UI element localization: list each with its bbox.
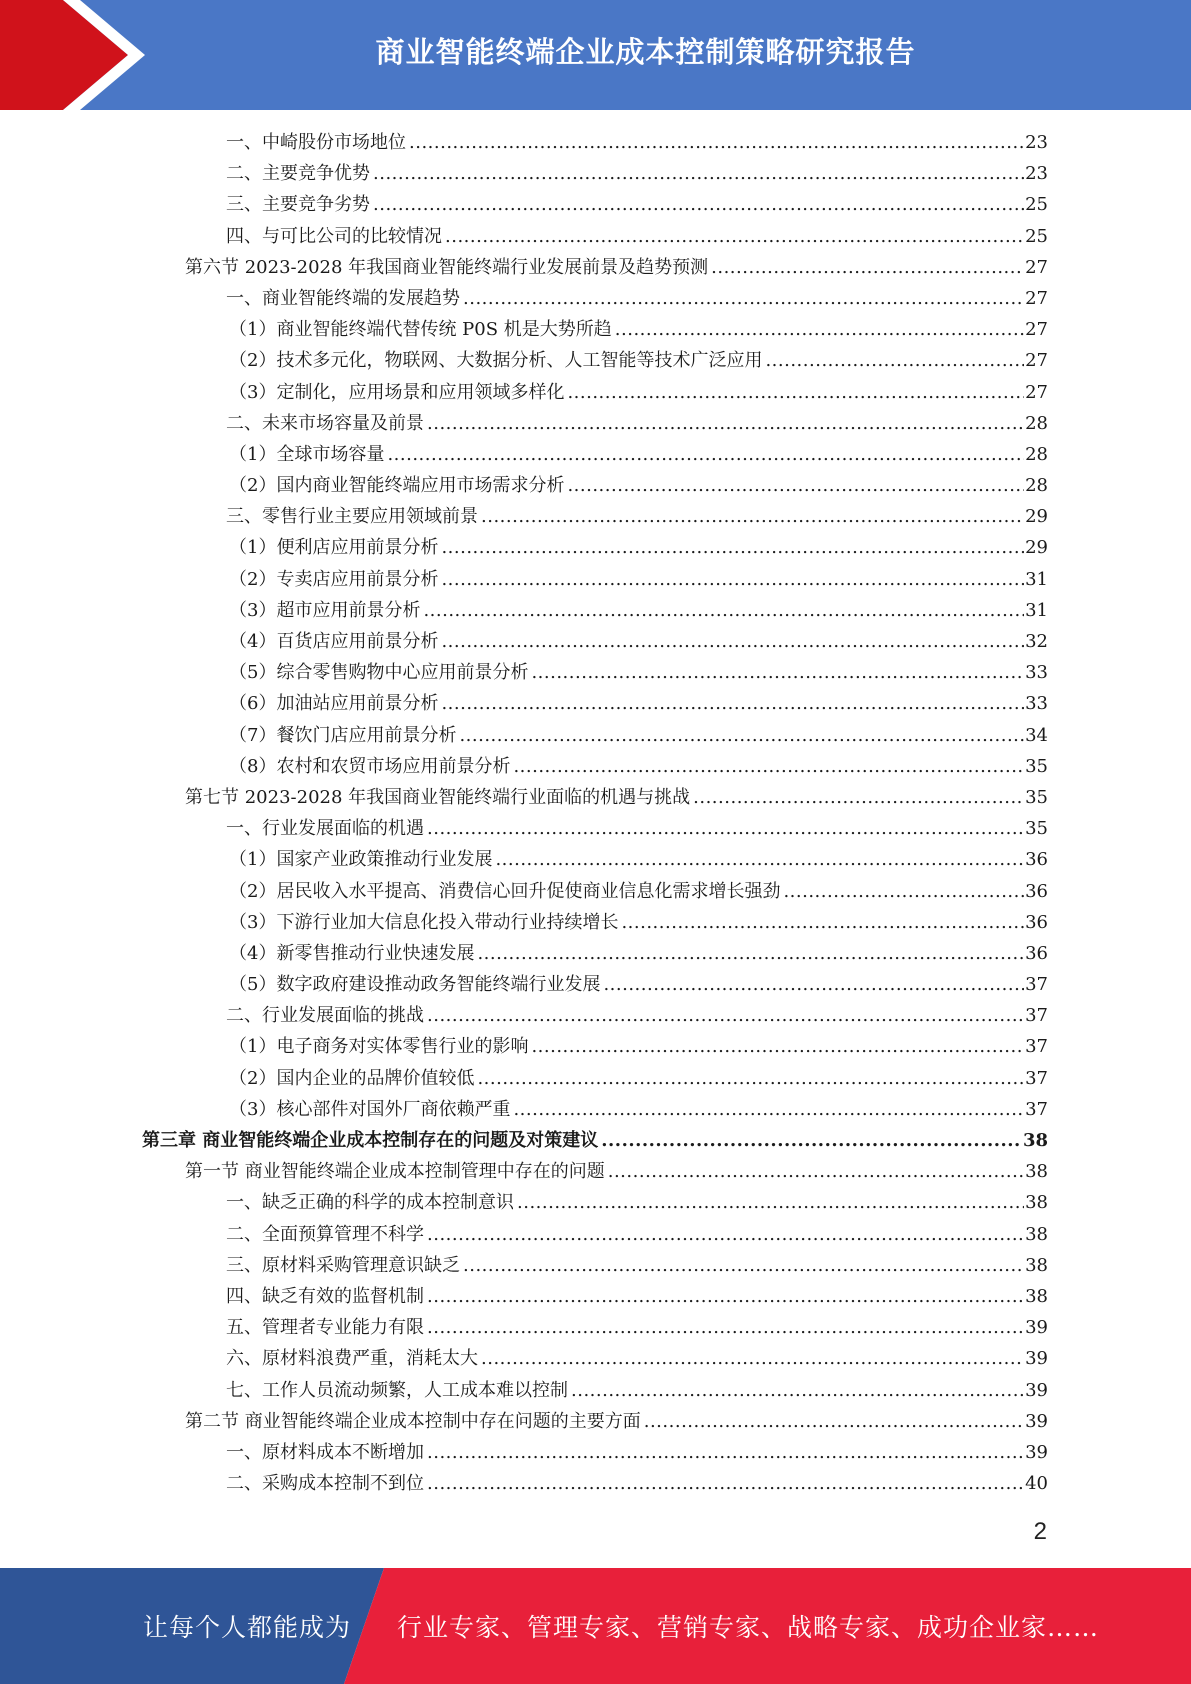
footer-slogan-right: 行业专家、管理专家、营销专家、战略专家、成功企业家……	[397, 1613, 1100, 1642]
toc-entry[interactable]	[229, 657, 1048, 688]
toc-leader-dots	[615, 314, 1024, 345]
toc-entry-page: 38	[1025, 1223, 1048, 1245]
toc-leader-dots	[373, 189, 1024, 220]
toc-entry-title: 三、主要竞争劣势	[226, 194, 370, 216]
toc-leader-dots	[441, 688, 1024, 719]
toc-leader-dots	[477, 938, 1024, 969]
toc-entry[interactable]	[226, 1281, 1048, 1312]
toc-entry-title: 五、管理者专业能力有限	[226, 1317, 424, 1339]
toc-entry-page: 37	[1025, 1098, 1048, 1120]
toc-entry-title: （2）技术多元化，物联网、大数据分析、人工智能等技术广泛应用	[229, 350, 763, 372]
toc-entry-title: 二、主要竞争优势	[226, 163, 370, 185]
toc-entry-title: （2）居民收入水平提高、消费信心回升促使商业信息化需求增长强劲	[229, 880, 781, 902]
toc-leader-dots	[427, 1219, 1024, 1250]
toc-entry[interactable]	[229, 938, 1048, 969]
toc-entry-title: 三、原材料采购管理意识缺乏	[226, 1254, 460, 1276]
toc-entry-title: 一、缺乏正确的科学的成本控制意识	[226, 1192, 514, 1214]
toc-entry-page: 36	[1025, 849, 1048, 871]
toc-leader-dots	[477, 1063, 1024, 1094]
toc-entry-page: 38	[1025, 1161, 1048, 1183]
toc-entry-page: 33	[1025, 662, 1048, 684]
toc-entry[interactable]	[185, 782, 1048, 813]
toc-leader-dots	[495, 844, 1024, 875]
toc-leader-dots	[387, 439, 1024, 470]
toc-entry[interactable]	[229, 1031, 1048, 1062]
page-number: 2	[1033, 1518, 1047, 1545]
toc-entry-page: 23	[1025, 132, 1048, 153]
toc-entry-page: 38	[1025, 1285, 1048, 1307]
toc-entry[interactable]	[229, 564, 1048, 595]
toc-entry-page: 36	[1025, 942, 1048, 964]
toc-leader-dots	[427, 813, 1024, 844]
toc-entry-page: 28	[1025, 475, 1048, 497]
toc-leader-dots	[531, 1031, 1024, 1062]
toc-entry[interactable]	[229, 720, 1048, 751]
toc-entry-page: 39	[1025, 1379, 1048, 1401]
toc-entry-title: （3）下游行业加大信息化投入带动行业持续增长	[229, 911, 619, 933]
toc-leader-dots	[601, 1125, 1022, 1156]
toc-entry-title: （1）商业智能终端代替传统 P0S 机是大势所趋	[229, 319, 612, 341]
toc-entry-page: 28	[1025, 412, 1048, 434]
toc-entry-page: 40	[1025, 1473, 1048, 1495]
toc-entry-title: 二、全面预算管理不科学	[226, 1223, 424, 1245]
toc-entry[interactable]	[226, 1312, 1048, 1343]
toc-entry-title: 二、采购成本控制不到位	[226, 1473, 424, 1495]
toc-entry-title: 第六节 2023-2028 年我国商业智能终端行业发展前景及趋势预测	[185, 256, 709, 278]
toc-leader-dots	[441, 564, 1024, 595]
toc-leader-dots	[481, 1343, 1024, 1374]
toc-entry-title: 三、零售行业主要应用领域前景	[226, 506, 478, 528]
toc-entry-title: （7）餐饮门店应用前景分析	[229, 724, 457, 746]
toc-entry-page: 35	[1025, 755, 1048, 777]
toc-entry-title: （5）综合零售购物中心应用前景分析	[229, 662, 529, 684]
toc-entry-page: 27	[1025, 350, 1048, 372]
toc-entry[interactable]	[226, 127, 1048, 158]
toc-entry-page: 27	[1025, 256, 1048, 278]
toc-entry[interactable]	[229, 532, 1048, 563]
toc-entry-page: 28	[1025, 443, 1048, 465]
toc-entry-title: （8）农村和农贸市场应用前景分析	[229, 755, 511, 777]
toc-leader-dots	[459, 720, 1024, 751]
toc-leader-dots	[441, 532, 1024, 563]
toc-entry[interactable]	[226, 408, 1048, 439]
toc-entry-page: 33	[1025, 693, 1048, 715]
toc-entry[interactable]	[142, 1125, 1048, 1156]
toc-leader-dots	[427, 1312, 1024, 1343]
toc-leader-dots	[644, 1406, 1024, 1437]
toc-leader-dots	[603, 969, 1024, 1000]
toc-leader-dots	[427, 408, 1024, 439]
toc-entry[interactable]	[226, 1375, 1048, 1406]
toc-entry-title: （3）核心部件对国外厂商依赖严重	[229, 1098, 511, 1120]
toc-entry-title: （1）电子商务对实体零售行业的影响	[229, 1036, 529, 1058]
toc-leader-dots	[513, 1094, 1024, 1125]
toc-entry-title: （2）国内企业的品牌价值较低	[229, 1067, 475, 1089]
toc-entry[interactable]	[226, 1000, 1048, 1031]
toc-entry[interactable]	[229, 626, 1048, 657]
toc-leader-dots	[445, 221, 1024, 252]
toc-entry-page: 37	[1025, 1036, 1048, 1058]
toc-entry-page: 39	[1025, 1441, 1048, 1463]
toc-entry[interactable]	[185, 252, 1048, 283]
toc-entry[interactable]	[226, 1219, 1048, 1250]
toc-entry-page: 31	[1025, 599, 1048, 621]
toc-entry[interactable]	[185, 1156, 1048, 1187]
toc-entry-title: 第一节 商业智能终端企业成本控制管理中存在的问题	[185, 1161, 605, 1183]
toc-entry[interactable]	[226, 283, 1048, 314]
toc-entry[interactable]	[226, 1468, 1048, 1499]
toc-entry[interactable]	[229, 470, 1048, 501]
toc-entry-page: 27	[1025, 287, 1048, 309]
toc-entry[interactable]	[229, 907, 1048, 938]
toc-entry-page: 37	[1025, 974, 1048, 996]
toc-entry-title: （1）国家产业政策推动行业发展	[229, 849, 493, 871]
toc-entry-page: 39	[1025, 1348, 1048, 1370]
toc-entry-page: 36	[1025, 911, 1048, 933]
toc-entry-page: 27	[1025, 319, 1048, 341]
toc-leader-dots	[531, 657, 1024, 688]
toc-entry-title: 六、原材料浪费严重，消耗太大	[226, 1348, 478, 1370]
toc-entry[interactable]	[229, 969, 1048, 1000]
toc-entry-title: 四、与可比公司的比较情况	[226, 225, 442, 247]
toc-leader-dots	[373, 158, 1024, 189]
toc-leader-dots	[423, 595, 1024, 626]
toc-entry-page: 39	[1025, 1410, 1048, 1432]
toc-leader-dots	[427, 1000, 1024, 1031]
toc-entry-page: 29	[1025, 537, 1048, 559]
toc-entry-page: 27	[1025, 381, 1048, 403]
toc-entry-title: 二、未来市场容量及前景	[226, 412, 424, 434]
toc-leader-dots	[567, 470, 1024, 501]
toc-leader-dots	[441, 626, 1024, 657]
toc-entry-title: （4）新零售推动行业快速发展	[229, 942, 475, 964]
toc-leader-dots	[463, 283, 1024, 314]
toc-entry[interactable]	[226, 221, 1048, 252]
toc-entry[interactable]	[226, 1250, 1048, 1281]
toc-leader-dots	[463, 1250, 1024, 1281]
toc-entry-page: 38	[1022, 1130, 1048, 1151]
toc-entry[interactable]	[229, 876, 1048, 907]
toc-entry-title: （1）全球市场容量	[229, 443, 385, 465]
toc-entry-title: 第三章 商业智能终端企业成本控制存在的问题及对策建议	[142, 1130, 599, 1151]
toc-leader-dots	[711, 252, 1024, 283]
toc-entry-title: （6）加油站应用前景分析	[229, 693, 439, 715]
toc-entry[interactable]	[229, 377, 1048, 408]
toc-entry-page: 36	[1025, 880, 1048, 902]
toc-entry-page: 34	[1025, 724, 1048, 746]
toc-entry-page: 38	[1025, 1192, 1048, 1214]
toc-leader-dots	[765, 345, 1024, 376]
toc-entry-page: 32	[1025, 631, 1048, 652]
toc-entry[interactable]	[226, 501, 1048, 532]
toc-entry-title: 第七节 2023-2028 年我国商业智能终端行业面临的机遇与挑战	[185, 786, 691, 808]
toc-entry-title: （4）百货店应用前景分析	[229, 631, 439, 652]
toc-leader-dots	[608, 1156, 1024, 1187]
toc-entry-page: 35	[1025, 786, 1048, 808]
toc-entry[interactable]	[229, 844, 1048, 875]
toc-entry-page: 37	[1025, 1067, 1048, 1089]
toc-entry-page: 25	[1025, 194, 1048, 216]
toc-leader-dots	[427, 1281, 1024, 1312]
footer-banner	[0, 1568, 1191, 1684]
toc-entry-title: 七、工作人员流动频繁，人工成本难以控制	[226, 1379, 568, 1401]
toc-entry[interactable]	[226, 189, 1048, 220]
toc-entry-title: 一、商业智能终端的发展趋势	[226, 287, 460, 309]
toc-leader-dots	[513, 751, 1024, 782]
toc-entry-page: 35	[1025, 818, 1048, 840]
toc-leader-dots	[571, 1375, 1024, 1406]
toc-entry-page: 23	[1025, 163, 1048, 185]
header-banner	[0, 0, 1191, 110]
toc-entry-title: 一、原材料成本不断增加	[226, 1441, 424, 1463]
toc-leader-dots	[409, 127, 1024, 158]
toc-entry-title: （2）专卖店应用前景分析	[229, 568, 439, 590]
toc-entry-title: 一、中崎股份市场地位	[226, 132, 406, 153]
toc-entry-page: 37	[1025, 1005, 1048, 1027]
toc-leader-dots	[567, 377, 1024, 408]
report-title: 商业智能终端企业成本控制策略研究报告	[375, 34, 916, 69]
toc-entry[interactable]	[229, 314, 1048, 345]
toc-entry[interactable]	[229, 1063, 1048, 1094]
toc-entry-title: 一、行业发展面临的机遇	[226, 818, 424, 840]
toc-entry-page: 31	[1025, 568, 1048, 590]
toc-entry-page: 25	[1025, 225, 1048, 247]
toc-entry[interactable]	[229, 1094, 1048, 1125]
toc-entry[interactable]	[226, 813, 1048, 844]
footer-slogan-left: 让每个人都能成为	[143, 1613, 352, 1642]
toc-leader-dots	[693, 782, 1024, 813]
toc-entry[interactable]	[229, 595, 1048, 626]
toc-entry-title: （1）便利店应用前景分析	[229, 537, 439, 559]
toc-entry-page: 39	[1025, 1317, 1048, 1339]
toc-leader-dots	[427, 1437, 1024, 1468]
toc-entry-title: 第二节 商业智能终端企业成本控制中存在问题的主要方面	[185, 1410, 641, 1432]
toc-entry[interactable]	[226, 1343, 1048, 1374]
toc-entry-title: （3）定制化，应用场景和应用领域多样化	[229, 381, 565, 403]
toc-entry-title: （3）超市应用前景分析	[229, 599, 421, 621]
toc-entry-page: 29	[1025, 506, 1048, 528]
toc-entry-title: （5）数字政府建设推动政务智能终端行业发展	[229, 974, 601, 996]
table-of-contents	[0, 127, 1191, 1499]
toc-entry[interactable]	[226, 158, 1048, 189]
toc-leader-dots	[427, 1468, 1024, 1499]
toc-leader-dots	[481, 501, 1024, 532]
toc-entry[interactable]	[229, 439, 1048, 470]
toc-entry-title: 四、缺乏有效的监督机制	[226, 1285, 424, 1307]
toc-entry[interactable]	[185, 1406, 1048, 1437]
toc-entry[interactable]	[229, 751, 1048, 782]
toc-leader-dots	[517, 1187, 1024, 1218]
toc-entry-page: 38	[1025, 1254, 1048, 1276]
toc-leader-dots	[621, 907, 1024, 938]
toc-entry[interactable]	[229, 688, 1048, 719]
toc-entry-title: 二、行业发展面临的挑战	[226, 1005, 424, 1027]
toc-entry[interactable]	[229, 345, 1048, 376]
toc-entry[interactable]	[226, 1187, 1048, 1218]
toc-entry[interactable]	[226, 1437, 1048, 1468]
toc-leader-dots	[783, 876, 1024, 907]
toc-entry-title: （2）国内商业智能终端应用市场需求分析	[229, 475, 565, 497]
